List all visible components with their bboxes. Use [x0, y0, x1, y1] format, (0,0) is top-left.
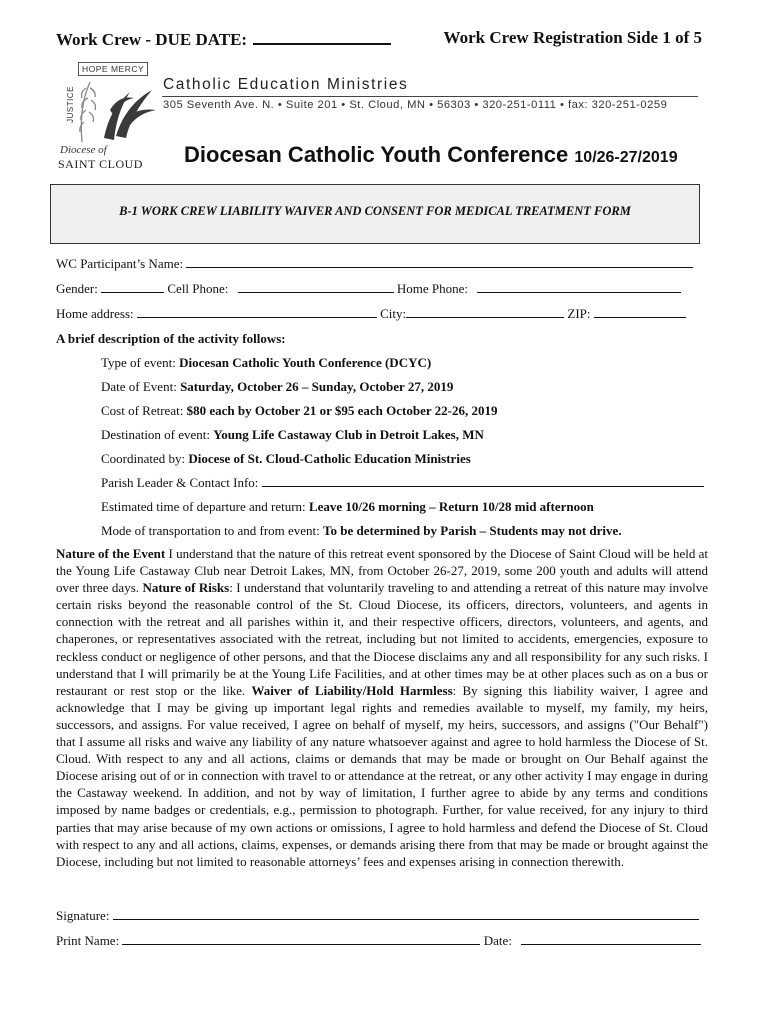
participant-name-field[interactable]: [186, 256, 693, 268]
logo-diocese-of: Diocese of: [60, 144, 107, 156]
form-title-box: [50, 184, 700, 244]
activity-item: Mode of transportation to and from event: To be determined by Parish – Students may not drive.: [101, 523, 622, 538]
address-row: Home address: City: ZIP:: [56, 306, 686, 322]
organization-address: 305 Seventh Ave. N. • Suite 201 • St. Cloud, MN • 56303 • 320-251-0111 • fax: 320-251-0259: [163, 99, 668, 111]
waiver-paragraph: Nature of the Event I understand that the nature of this retreat event sponsored by the Diocese of Saint Cloud will be held at the Young Life Castaway Club near Detroit Lakes, MN, from October 26-27, 2019, some 200 youth and adults will attend over three days. Nature of Risks: I understand that voluntarily traveling to and attending a retreat of this nature may involve certain risks beyond the reasonable control of the St. Cloud Diocese, its officers, directors, volunteers, and agents in connection with the retreat and all parishes within it, and their respective officers, directors, volunteers, and agents, and chaperones, or representatives associated with the retreat, including but not limited to accidents, emergencies, exposure to reckless conduct or negligence of other persons, and that the Diocese disclaims any and all responsibility for any such risks. I understand that I will primarily be at the Young Life Facilities, and at other times may be at other places such as on a bus or restaurant or rest stop or the like. Waiver of Liability/Hold Harmless: By signing this liability waiver, I agree and acknowledge that I may be giving up important legal rights and remedies available to myself, my family, my heirs, successors, and assigns. For value received, I agree on behalf of myself, my heirs, successors, and assigns ("Our Behalf") that I assume all risks and waive any liability of any nature whatsoever against and agree to hold harmless the Diocese of St. Cloud. With respect to any and all actions, claims or demands that may be made or brought on Our Behalf against the Diocese arising out of or in connection with travel to or attendance at the retreat, or any other activity I may engage in during the Castaway weekend. In addition, and not by way of limitation, I further agree to abide by any terms and conditions imposed by name badges or credentials, e.g., permission to photograph. Further, for value received, for any injury to third parties that may arise because of my own actions or omissions, I agree to hold harmless and defend the Diocese of St. Cloud with respect to any and all actions, claims, expenses, or demands arising there from that may be made or brought against the Diocese, including but not limited to reasonable attorneys’ fees and expenses arising in connection therewith.: [56, 546, 708, 869]
signature-field[interactable]: [113, 908, 699, 920]
home-phone-field[interactable]: [477, 281, 681, 293]
organization-name: Catholic Education Ministries: [163, 76, 409, 93]
activity-item: Coordinated by: Diocese of St. Cloud-Catholic Education Ministries: [101, 451, 471, 466]
due-date-label: Work Crew - DUE DATE:: [56, 28, 391, 50]
activity-heading: A brief description of the activity follows:: [56, 331, 286, 346]
participant-name-row: WC Participant’s Name:: [56, 256, 693, 272]
parish-leader-field[interactable]: [262, 475, 704, 487]
zip-field[interactable]: [594, 306, 686, 318]
activity-item: Parish Leader & Contact Info:: [101, 475, 704, 491]
activity-item: Cost of Retreat: $80 each by October 21 or $95 each October 22-26, 2019: [101, 403, 498, 418]
activity-item: Estimated time of departure and return: Leave 10/26 morning – Return 10/28 mid afternoon: [101, 499, 594, 514]
logo-hope-mercy: HOPE MERCY: [78, 62, 148, 76]
page-indicator: Work Crew Registration Side 1 of 5: [443, 28, 702, 47]
print-name-row: Print Name: Date:: [56, 933, 701, 949]
date-field[interactable]: [521, 933, 701, 945]
wheat-swirl-icon: [64, 70, 164, 148]
signature-row: Signature:: [56, 908, 699, 924]
conference-dates: 10/26-27/2019: [574, 149, 678, 166]
logo-justice: JUSTICE: [65, 86, 75, 123]
diocese-logo: [56, 60, 166, 170]
city-field[interactable]: [406, 306, 564, 318]
contact-row: Gender: Cell Phone: Home Phone:: [56, 281, 681, 297]
gender-field[interactable]: [101, 281, 164, 293]
cell-phone-field[interactable]: [238, 281, 394, 293]
home-address-field[interactable]: [137, 306, 377, 318]
activity-item: Destination of event: Young Life Castaway Club in Detroit Lakes, MN: [101, 427, 484, 442]
conference-title: Diocesan Catholic Youth Conference 10/26-27/2019: [184, 142, 678, 167]
activity-item: Type of event: Diocesan Catholic Youth Conference (DCYC): [101, 355, 432, 370]
form-title: B-1 WORK CREW LIABILITY WAIVER AND CONSENT FOR MEDICAL TREATMENT FORM: [119, 204, 631, 218]
organization-divider: [162, 96, 698, 97]
logo-saint-cloud: SAINT CLOUD: [58, 157, 143, 171]
print-name-field[interactable]: [122, 933, 480, 945]
due-date-line[interactable]: [253, 28, 391, 45]
activity-item: Date of Event: Saturday, October 26 – Sunday, October 27, 2019: [101, 379, 454, 394]
